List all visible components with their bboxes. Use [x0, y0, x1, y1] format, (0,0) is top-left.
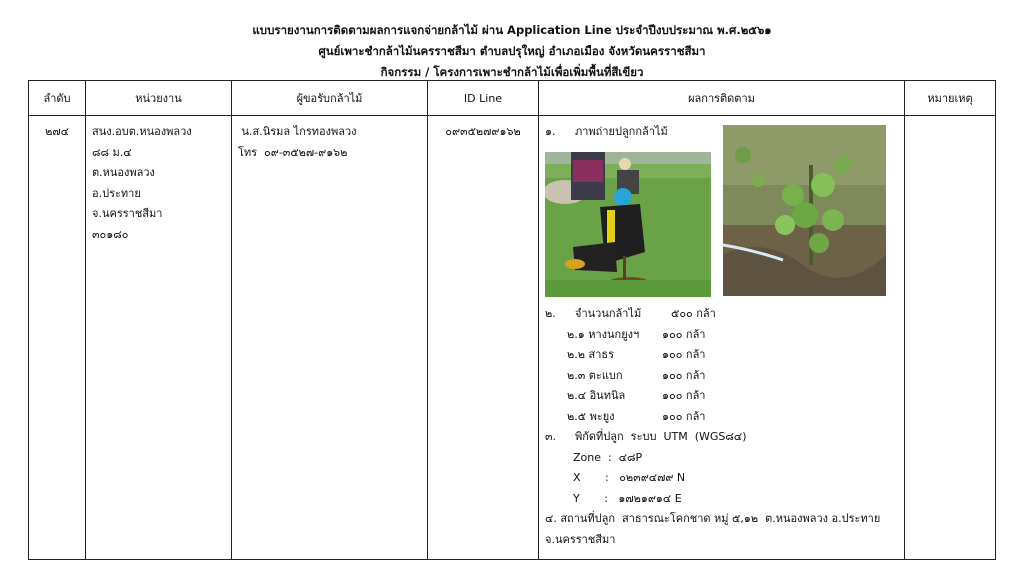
requester-cell	[232, 116, 428, 560]
list-item	[545, 407, 900, 428]
result-item-coords	[545, 427, 900, 448]
agency-line: อ.ประทาย	[92, 186, 141, 200]
agency-line: จ.นครราชสีมา	[92, 207, 163, 220]
requester-phone: โทร ๐๙-๓๕๒๗-๙๑๖๒	[238, 145, 348, 159]
species-qty: ๑๐๐ กล้า	[662, 327, 706, 341]
result-item-location-cont: จ.นครราชสีมา	[545, 532, 616, 546]
table-header-row	[29, 81, 996, 116]
agency-line: ๘๘ ม.๔	[92, 145, 132, 159]
result-details	[545, 304, 900, 550]
species-label: ๒.๑ หางนกยูงฯ	[567, 327, 640, 341]
item-number: ๒.	[545, 307, 556, 320]
species-label: ๒.๒ สาธร	[567, 348, 615, 361]
report-activity: กิจกรรม / โครงการเพาะชำกล้าไม้เพื่อเพิ่มพื้นที่สีเขียว	[380, 65, 644, 79]
report-table	[28, 80, 996, 560]
idline-cell	[428, 116, 539, 560]
result-item-count	[545, 304, 900, 325]
result-item-photo	[545, 122, 668, 140]
result-cell	[539, 116, 905, 560]
seedling-photo-icon	[723, 125, 886, 296]
result-item-location: ๔. สถานที่ปลูก สาธารณะโคกชาด หมู่ ๕,๑๒ ต.หนองพลวง อ.ประทาย	[545, 512, 881, 525]
tree-planting-photo-icon	[545, 152, 711, 297]
col-requester-header: ผู้ขอรับกล้าไม้	[232, 81, 428, 116]
item-number: ๓.	[545, 430, 557, 443]
utm-zone: Zone : ๔๘P	[573, 450, 643, 464]
agency-cell	[86, 116, 232, 560]
species-label: ๒.๓ ตะแบก	[567, 368, 623, 382]
col-idline-header: ID Line	[428, 81, 539, 116]
item-number: ๑.	[545, 125, 556, 138]
species-label: ๒.๕ พะยูง	[567, 409, 615, 423]
agency-line: สนง.อบต.หนองพลวง	[92, 125, 192, 138]
species-qty: ๑๐๐ กล้า	[662, 368, 706, 382]
species-label: ๒.๔ อินทนิล	[567, 389, 626, 402]
report-subtitle: ศูนย์เพาะชำกล้าไม้นครราชสีมา ตำบลปรุใหญ่ อำเภอเมือง จังหวัดนครราชสีมา	[318, 44, 706, 58]
list-item	[545, 345, 900, 366]
utm-x: X : ๐๒๓๙๔๗๙ N	[573, 471, 686, 484]
list-item	[545, 325, 900, 346]
table-row	[29, 116, 996, 560]
species-qty: ๑๐๐ กล้า	[662, 389, 706, 402]
item-label: ภาพถ่ายปลูกกล้าไม้	[575, 125, 668, 138]
species-qty: ๑๐๐ กล้า	[662, 409, 706, 423]
col-remark-header: หมายเหตุ	[905, 81, 996, 116]
agency-line: ๓๐๑๘๐	[92, 227, 129, 241]
idline-value: ๐๙๓๕๒๗๙๑๖๒	[445, 125, 521, 138]
utm-y: Y : ๑๗๒๑๙๑๔ E	[573, 491, 682, 505]
seq-cell	[29, 116, 86, 560]
species-qty: ๑๐๐ กล้า	[662, 348, 706, 361]
remark-value	[905, 116, 995, 122]
list-item	[545, 366, 900, 387]
seq-value: ๒๗๔	[45, 125, 69, 138]
col-seq-header: ลำดับ	[29, 81, 86, 116]
requester-name: น.ส.นิรมล ไกรทองพลวง	[238, 125, 357, 138]
list-item	[545, 386, 900, 407]
remark-cell	[905, 116, 996, 560]
col-agency-header: หน่วยงาน	[86, 81, 232, 116]
item-total: ๕๐๐ กล้า	[671, 307, 716, 320]
agency-line: ต.หนองพลวง	[92, 166, 155, 179]
report-title: แบบรายงานการติดตามผลการแจกจ่ายกล้าไม้ ผ่าน Application Line ประจำปีงบประมาณ พ.ศ.๒๕๖๑	[252, 23, 772, 37]
item-label: จำนวนกล้าไม้	[575, 307, 642, 320]
item-label: พิกัดที่ปลูก ระบบ UTM (WGS๘๔)	[575, 430, 747, 443]
col-result-header: ผลการติดตาม	[539, 81, 905, 116]
